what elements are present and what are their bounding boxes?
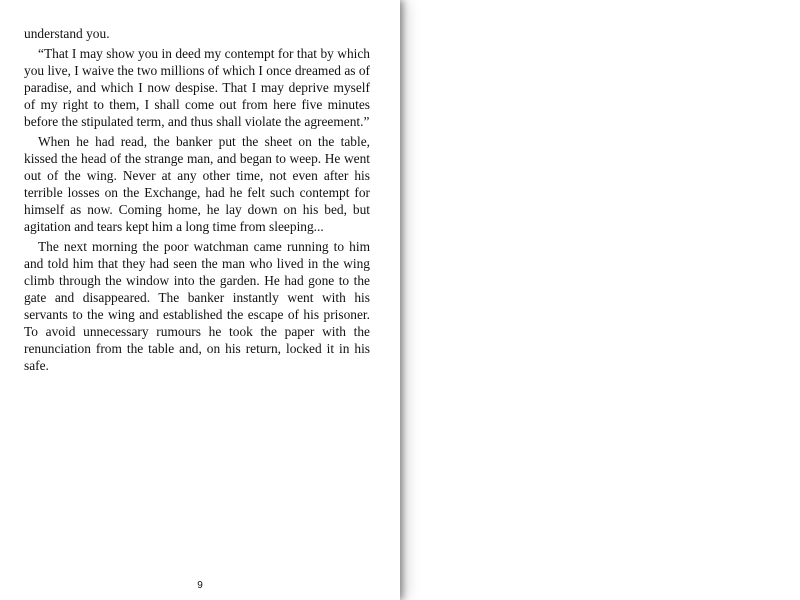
page-number: 9 bbox=[197, 580, 203, 591]
paragraph: The next morning the poor watchman came running to him and told him that they had seen the man who lived in the wing climb through the window into the garden. He had gone to the gate and disappeared. The banker instantly went with his servants to the wing and established the escape of his prisoner. To avoid unnecessary rumours he took the paper with the renunciation from the table and, on his return, locked it in his safe. bbox=[24, 239, 370, 373]
right-page[interactable] bbox=[400, 0, 800, 600]
page-text bbox=[24, 25, 370, 377]
paragraph: When he had read, the banker put the sheet on the table, kissed the head of the strange man, and began to weep. He went out of the wing. Never at any other time, not even after his terrible losses on the Exchange, had he felt such contempt for himself as now. Coming home, he lay down on his bed, but agitation and tears kept him a long time from sleeping... bbox=[24, 134, 370, 234]
paragraph: understand you. bbox=[24, 26, 110, 41]
paragraph: “That I may show you in deed my contempt for that by which you live, I waive the two millions of which I once dreamed as of paradise, and which I now despise. That I may deprive myself of my right to them, I shall come out from here five minutes before the stipulated term, and thus shall violate the agreement.” bbox=[24, 46, 370, 129]
